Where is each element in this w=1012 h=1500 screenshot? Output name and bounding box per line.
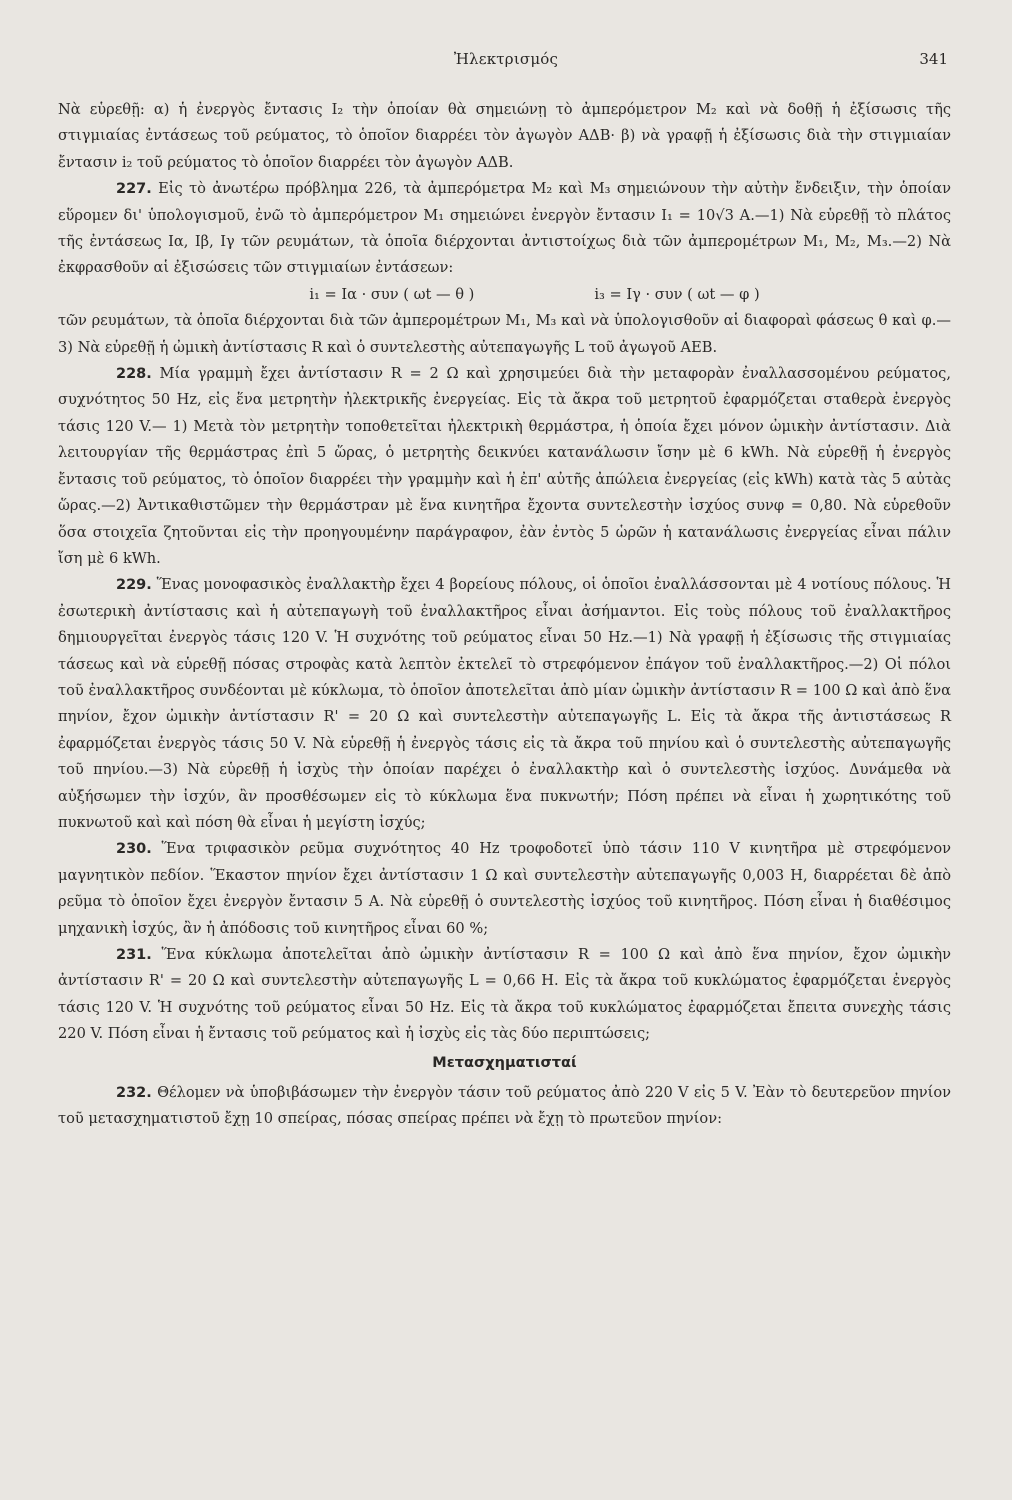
problem-227 bbox=[58, 176, 951, 282]
problem-number: 227. bbox=[116, 181, 152, 198]
problem-230 bbox=[58, 836, 951, 942]
problem-text: Εἰς τὸ ἀνωτέρω πρόβλημα 226, τὰ ἀμπερόμετρα M₂ καὶ M₃ σημειώνουν τὴν αὐτὴν ἔνδειξιν, τὴν ὁποίαν εὕρομεν δι' ὑπολογισμοῦ, ἐνῶ τὸ ἀμπερόμετρον M₁ σημειώνει ἐνεργὸν ἔντασιν I₁ = 10√3 A.—1) Νὰ εὑρεθῇ τὸ πλάτος τῆς ἐντάσεως Iα, Iβ, Iγ τῶν ρευμάτων, τὰ ὁποῖα διέρχονται ἀντιστοίχως διὰ τῶν ἀμπερομέτρων M₁, M₂, M₃.—2) Νὰ ἐκφρασθοῦν αἱ ἐξισώσεις τῶν στιγμιαίων ἐντάσεων: bbox=[58, 180, 951, 277]
page-number: 341 bbox=[919, 50, 948, 68]
problem-text: Ἕνας μονοφασικὸς ἐναλλακτὴρ ἔχει 4 βορείους πόλους, οἱ ὁποῖοι ἐναλλάσσονται μὲ 4 νοτίους πόλους. Ἡ ἐσωτερικὴ ἀντίστασις καὶ ἡ αὐτεπαγωγὴ τοῦ ἐναλλακτῆρος εἶναι ἀσήμαντοι. Εἰς τοὺς πόλους τοῦ ἐναλλακτῆρος δημιουργεῖται ἐνεργὸς τάσις 120 V. Ἡ συχνότης τοῦ ρεύματος εἶναι 50 Hz.—1) Νὰ γραφῇ ἡ ἐξίσωσις τῆς στιγμιαίας τάσεως καὶ νὰ εὑρεθῇ πόσας στροφὰς κατὰ λεπτὸν ἐκτελεῖ τὸ στρεφόμενον ἐπάγον τοῦ ἐναλλακτῆρος.—2) Οἱ πόλοι τοῦ ἐναλλακτῆρος συνδέονται μὲ κύκλωμα, τὸ ὁποῖον ἀποτελεῖται ἀπὸ μίαν ὠμικὴν ἀντίστασιν R = 100 Ω καὶ ἀπὸ ἕνα πηνίον, ἔχον ὠμικὴν ἀντίστασιν R' = 20 Ω καὶ συντελεστὴν αὐτεπαγωγῆς L. Εἰς τὰ ἄκρα τῆς ἀντιστάσεως R ἐφαρμόζεται ἐνεργὸς τάσις 50 V. Νὰ εὑρεθῇ ἡ ἐνεργὸς τάσις εἰς τὰ ἄκρα τοῦ πηνίου καὶ ὁ συντελεστὴς αὐτεπαγωγῆς τοῦ πηνίου.—3) Νὰ εὑρεθῇ ἡ ἰσχὺς τὴν ὁποίαν παρέχει ὁ ἐναλλακτὴρ καὶ ὁ συντελεστὴς ἰσχύος. Δυνάμεθα νὰ αὐξήσωμεν τὴν ἰσχύν, ἂν προσθέσωμεν εἰς τὸ κύκλωμα ἕνα πυκνωτήν; Πόση πρέπει νὰ εἶναι ἡ χωρητικότης τοῦ πυκνωτοῦ καὶ καὶ πόση θὰ εἶναι ἡ μεγίστη ἰσχύς; bbox=[58, 576, 952, 831]
page-body bbox=[58, 97, 951, 1133]
problem-number: 232. bbox=[116, 1085, 152, 1102]
running-title: Ἠλεκτρισμός bbox=[453, 50, 559, 68]
section-title: Μετασχηματισταί bbox=[432, 1054, 577, 1071]
problem-229 bbox=[58, 572, 951, 836]
problem-text: Μία γραμμὴ ἔχει ἀντίστασιν R = 2 Ω καὶ χρησιμεύει διὰ τὴν μεταφορὰν ἐναλλασσομένου ρεύματος, συχνότητος 50 Hz, εἰς ἕνα μετρητὴν ἠλεκτρικῆς ἐνεργείας. Εἰς τὰ ἄκρα τοῦ μετρητοῦ ἐφαρμόζεται σταθερὰ ἐνεργὸς τάσις 120 V.— 1) Μετὰ τὸν μετρητὴν τοποθετεῖται ἠλεκτρικὴ θερμάστρα, ἡ ὁποία ἔχει μόνον ὠμικὴν ἀντίστασιν. Διὰ λειτουργίαν τῆς θερμάστρας ἐπὶ 5 ὥρας, ὁ μετρητὴς δεικνύει κατανάλωσιν ἴσην μὲ 6 kWh. Νὰ εὑρεθῇ ἡ ἐνεργὸς ἔντασις τοῦ ρεύματος, τὸ ὁποῖον διαρρέει τὴν γραμμὴν καὶ ἡ ἐπ' αὐτῆς ἀπώλεια ἐνεργείας (εἰς kWh) κατὰ τὰς 5 αὐτὰς ὥρας.—2) Ἀντικαθιστῶμεν τὴν θερμάστραν μὲ ἕνα κινητῆρα ἔχοντα συντελεστὴν ἰσχύος συνφ = 0,80. Νὰ εὑρεθοῦν ὅσα στοιχεῖα ζητοῦνται εἰς τὴν προηγουμένην παράγραφον, ἐὰν ἐντὸς 5 ὡρῶν ἡ κατανάλωσις ἐνεργείας εἶναι πάλιν ἴση μὲ 6 kWh. bbox=[58, 365, 951, 567]
problem-text: Ἕνα τριφασικὸν ρεῦμα συχνότητος 40 Hz τροφοδοτεῖ ὑπὸ τάσιν 110 V κινητῆρα μὲ στρεφόμενον μαγνητικὸν πεδίον. Ἕκαστον πηνίον ἔχει ἀντίστασιν 1 Ω καὶ συντελεστὴν αὐτεπαγωγῆς 0,003 H, διαρρέεται δὲ ἀπὸ ρεῦμα τὸ ὁποῖον ἔχει ἐνεργὸν ἔντασιν 5 A. Νὰ εὑρεθῇ ὁ συντελεστὴς ἰσχύος τοῦ κινητῆρος. Πόση εἶναι ἡ διαθέσιμος μηχανικὴ ἰσχύς, ἂν ἡ ἀπόδοσις τοῦ κινητῆρος εἶναι 60 %; bbox=[58, 840, 951, 937]
problem-number: 229. bbox=[116, 577, 152, 594]
problem-228 bbox=[58, 361, 951, 572]
problem-number: 230. bbox=[116, 841, 152, 858]
problem-text: Θέλομεν νὰ ὑποβιβάσωμεν τὴν ἐνεργὸν τάσιν τοῦ ρεύματος ἀπὸ 220 V εἰς 5 V. Ἐὰν τὸ δευτερεῦον πηνίον τοῦ μετασχηματιστοῦ ἔχῃ 10 σπείρας, πόσας σπείρας πρέπει νὰ ἔχῃ τὸ πρωτεῦον πηνίον: bbox=[58, 1084, 951, 1128]
page-header bbox=[0, 50, 1012, 74]
problem-227-continuation: τῶν ρευμάτων, τὰ ὁποῖα διέρχονται διὰ τῶν ἀμπερομέτρων M₁, M₃ καὶ νὰ ὑπολογισθοῦν αἱ διαφοραὶ φάσεως θ καὶ φ.— 3) Νὰ εὑρεθῇ ἡ ὠμικὴ ἀντίστασις R καὶ ὁ συντελεστὴς αὐτεπαγωγῆς L τοῦ ἀγωγοῦ ΑΕΒ. bbox=[58, 312, 951, 356]
formula-i3: i₃ = Iγ · συν ( ωt — φ ) bbox=[594, 285, 760, 303]
formula-i1: i₁ = Iα · συν ( ωt — θ ) bbox=[309, 285, 475, 303]
formula-line bbox=[58, 282, 951, 308]
problem-text: Ἕνα κύκλωμα ἀποτελεῖται ἀπὸ ὠμικὴν ἀντίστασιν R = 100 Ω καὶ ἀπὸ ἕνα πηνίον, ἔχον ὠμικὴν ἀντίστασιν R' = 20 Ω καὶ συντελεστὴν αὐτεπαγωγῆς L = 0,66 H. Εἰς τὰ ἄκρα τοῦ κυκλώματος ἐφαρμόζεται ἐνεργὸς τάσις 120 V. Ἡ συχνότης τοῦ ρεύματος εἶναι 50 Hz. Εἰς τὰ ἄκρα τοῦ κυκλώματος ἐφαρμόζεται ἔπειτα συνεχὴς τάσις 220 V. Πόση εἶναι ἡ ἔντασις τοῦ ρεύματος καὶ ἡ ἰσχὺς εἰς τὰς δύο περιπτώσεις; bbox=[58, 946, 952, 1043]
problem-number: 228. bbox=[116, 366, 152, 383]
intro-paragraph: Νὰ εὑρεθῇ: α) ἡ ἐνεργὸς ἔντασις I₂ τὴν ὁποίαν θὰ σημειώνῃ τὸ ἀμπερόμετρον M₂ καὶ νὰ δοθῇ ἡ ἐξίσωσις τῆς στιγμιαίας ἐντάσεως τοῦ ρεύματος, τὸ ὁποῖον διαρρέει τὸν ἀγωγὸν ΑΔΒ· β) νὰ γραφῇ ἡ ἐξίσωσις διὰ τὴν στιγμιαίαν ἔντασιν i₂ τοῦ ρεύματος τὸ ὁποῖον διαρρέει τὸν ἀγωγὸν ΑΔΒ. bbox=[58, 101, 951, 171]
problem-231 bbox=[58, 942, 951, 1048]
problem-232 bbox=[58, 1080, 951, 1133]
problem-number: 231. bbox=[116, 947, 152, 963]
